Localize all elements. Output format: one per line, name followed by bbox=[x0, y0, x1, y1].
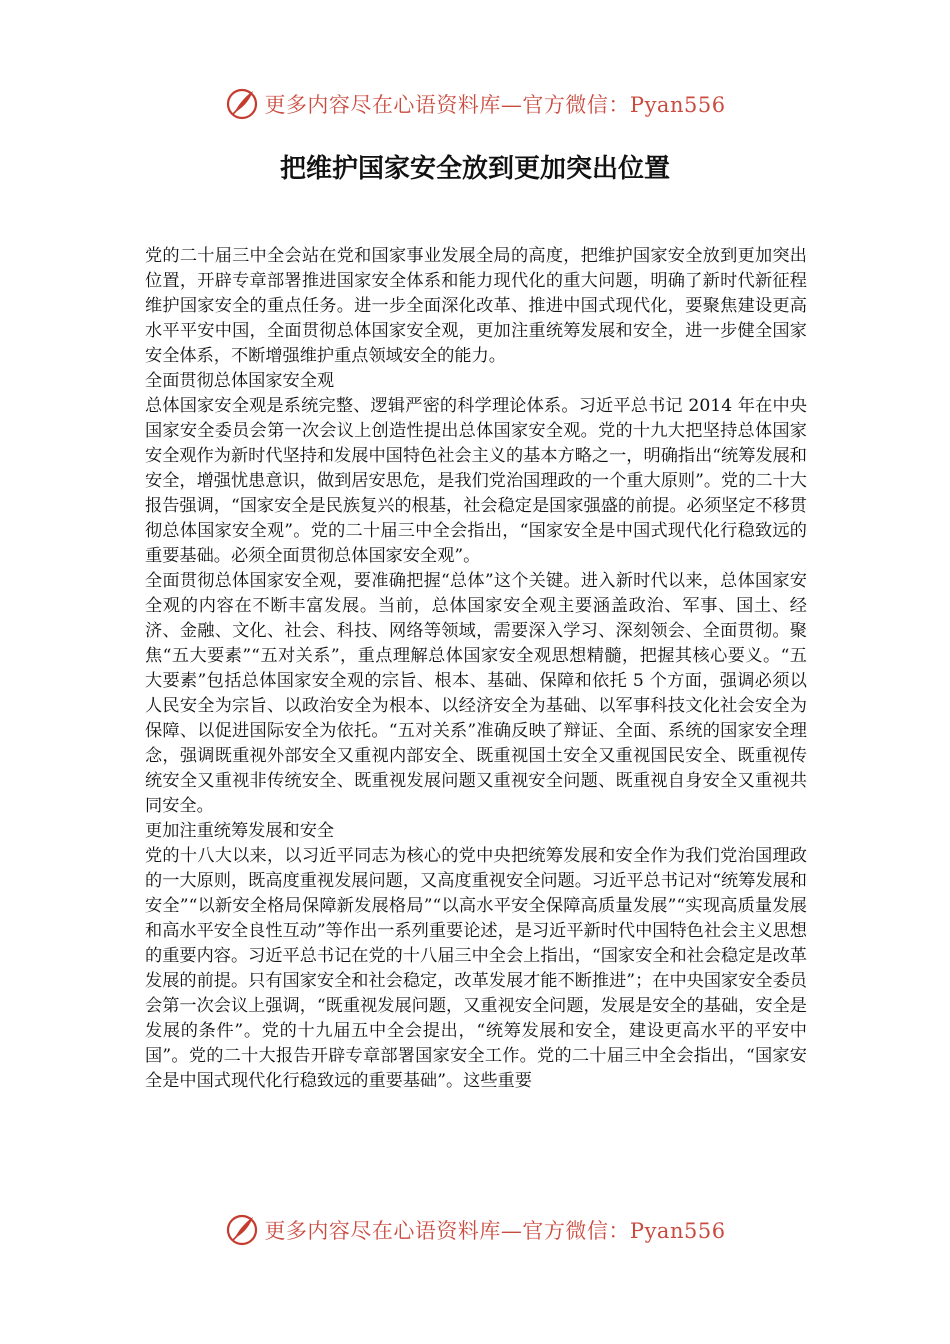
document-body bbox=[145, 244, 807, 1094]
section-heading-2: 更加注重统筹发展和安全 bbox=[145, 821, 335, 841]
paragraph-intro: 党的二十届三中全会站在党和国家事业发展全局的高度，把维护国家安全放到更加突出位置，开辟专章部署推进国家安全体系和能力现代化的重大问题，明确了新时代新征程维护国家安全的重点任务。进一步全面深化改革、推进中国式现代化，要聚焦建设更高水平平安中国，全面贯彻总体国家安全观，更加注重统筹发展和安全，进一步健全国家安全体系，不断增强维护重点领域安全的能力。 bbox=[145, 246, 807, 366]
paragraph: 总体国家安全观是系统完整、逻辑严密的科学理论体系。习近平总书记 2014 年在中央国家安全委员会第一次会议上创造性提出总体国家安全观。党的十九大把坚持总体国家安全观作为新时代坚持和发展中国特色社会主义的基本方略之一，明确指出“统筹发展和安全，增强忧患意识，做到居安思危，是我们党治国理政的一个重大原则”。党的二十大报告强调，“国家安全是民族复兴的根基，社会稳定是国家强盛的前提。必须坚定不移贯彻总体国家安全观”。党的二十届三中全会指出，“国家安全是中国式现代化行稳致远的重要基础。必须全面贯彻总体国家安全观”。 bbox=[145, 396, 807, 566]
watermark-text: 更多内容尽在心语资料库—官方微信：Pyan556 bbox=[264, 93, 726, 117]
header-watermark-banner bbox=[0, 84, 950, 124]
section-heading-1: 全面贯彻总体国家安全观 bbox=[145, 371, 335, 391]
feather-pen-circle-icon bbox=[224, 86, 260, 122]
paragraph: 党的十八大以来，以习近平同志为核心的党中央把统筹发展和安全作为我们党治国理政的一大原则，既高度重视发展问题，又高度重视安全问题。习近平总书记对“统筹发展和安全”“以新安全格局保障新发展格局”“以高水平安全保障高质量发展”“实现高质量发展和高水平安全良性互动”等作出一系列重要论述，是习近平新时代中国特色社会主义思想的重要内容。习近平总书记在党的十八届三中全会上指出，“国家安全和社会稳定是改革发展的前提。只有国家安全和社会稳定，改革发展才能不断推进”；在中央国家安全委员会第一次会议上强调，“既重视发展问题，又重视安全问题，发展是安全的基础，安全是发展的条件”。党的十九届五中全会提出，“统筹发展和安全，建设更高水平的平安中国”。党的二十大报告开辟专章部署国家安全工作。党的二十届三中全会指出，“国家安全是中国式现代化行稳致远的重要基础”。这些重要 bbox=[145, 846, 807, 1091]
feather-pen-circle-icon bbox=[224, 1212, 260, 1248]
paragraph: 全面贯彻总体国家安全观，要准确把握“总体”这个关键。进入新时代以来，总体国家安全观的内容在不断丰富发展。当前，总体国家安全观主要涵盖政治、军事、国土、经济、金融、文化、社会、科技、网络等领域，需要深入学习、深刻领会、全面贯彻。聚焦“五大要素”“五对关系”，重点理解总体国家安全观思想精髓，把握其核心要义。“五大要素”包括总体国家安全观的宗旨、根本、基础、保障和依托 5 个方面，强调必须以人民安全为宗旨、以政治安全为根本、以经济安全为基础、以军事科技文化社会安全为保障、以促进国际安全为依托。“五对关系”准确反映了辩证、全面、系统的国家安全理念，强调既重视外部安全又重视内部安全、既重视国土安全又重视国民安全、既重视传统安全又重视非传统安全、既重视发展问题又重视安全问题、既重视自身安全又重视共同安全。 bbox=[145, 571, 807, 816]
footer-watermark-banner bbox=[0, 1210, 950, 1250]
document-title: 把维护国家安全放到更加突出位置 bbox=[279, 154, 670, 184]
watermark-text: 更多内容尽在心语资料库—官方微信：Pyan556 bbox=[264, 1219, 726, 1243]
